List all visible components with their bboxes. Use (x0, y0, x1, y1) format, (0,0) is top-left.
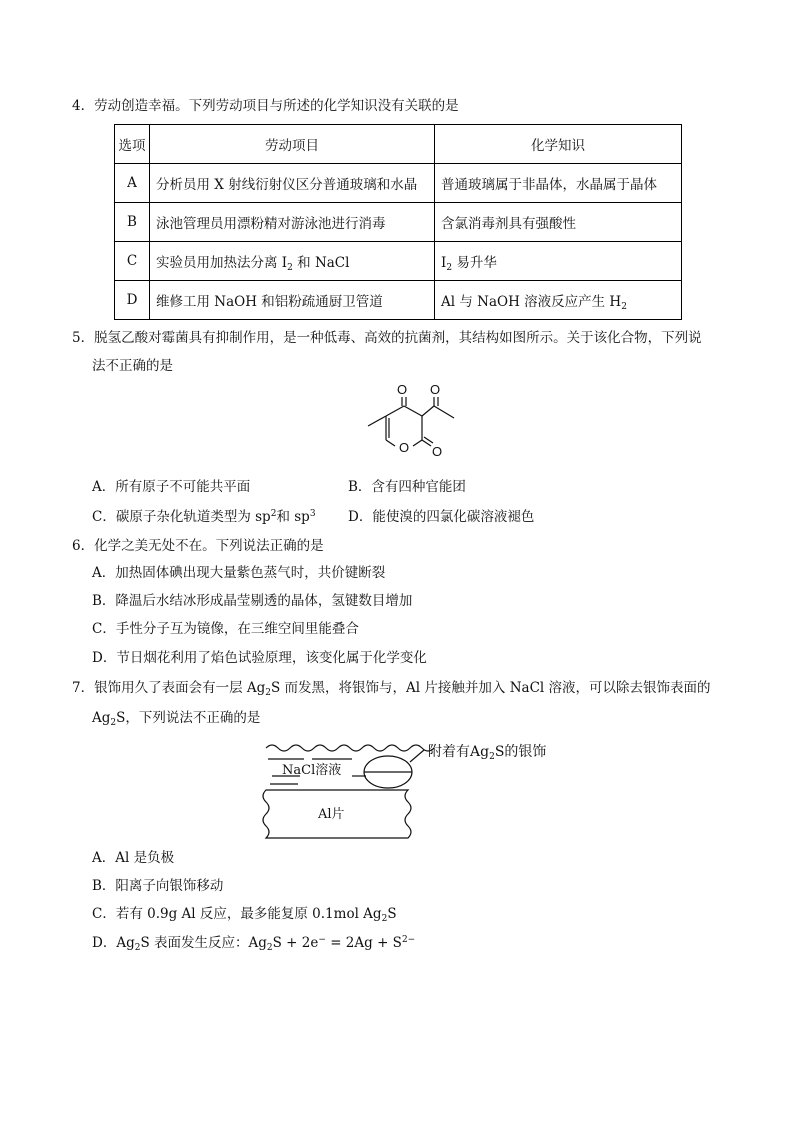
row-knowledge: 含氯消毒剂具有强酸性 (435, 203, 682, 242)
q7-option-c: C．若有 0.9g Al 反应，最多能复原 0.1mol $Ag_2S$ (92, 906, 397, 924)
q5-option-a: A．所有原子不可能共平面 (92, 479, 251, 495)
row-knowledge: Al 与 NaOH 溶液反应产生 $H_2$ (435, 281, 682, 320)
table-header-row (115, 125, 682, 164)
nacl-solution-label: NaCl溶液 (282, 763, 342, 778)
q6-option-a: A．加热固体碘出现大量紫色蒸气时，共价键断裂 (92, 565, 386, 581)
q6-option-b: B．降温后水结冰形成晶莹剔透的晶体，氢键数目增加 (92, 593, 413, 609)
row-option: D (115, 281, 150, 320)
row-work: 实验员用加热法分离 $I_2$ 和 NaCl (150, 242, 435, 281)
table-row (115, 242, 682, 281)
q5-option-c: C．碳原子杂化轨道类型为 $sp^2$和 $sp^3$ (92, 509, 316, 525)
q7-option-b: B．阳离子向银饰移动 (92, 878, 224, 894)
row-work: 泳池管理员用漂粉精对游泳池进行消毒 (150, 203, 435, 242)
q4-stem: 4．劳动创造幸福。下列劳动项目与所述的化学知识没有关联的是 (72, 98, 459, 114)
table-row (115, 164, 682, 203)
solution-surface (266, 745, 434, 751)
q4-table (114, 124, 682, 320)
ornament-label: 附着有$Ag_2S$的银饰 (428, 744, 547, 762)
row-option: C (115, 242, 150, 281)
table-row (115, 281, 682, 320)
q6-option-c: C．手性分子互为镜像，在三维空间里能叠合 (92, 621, 359, 637)
atom-o-ring: O (399, 440, 410, 455)
q5-stem-line1: 5．脱氢乙酸对霉菌具有抑制作用，是一种低毒、高效的抗菌剂，其结构如图所示。关于该化合物，下列说 (72, 330, 702, 346)
q7-stem-line2: $Ag_2S$，下列说法不正确的是 (92, 710, 261, 728)
silver-cleaning-diagram (260, 734, 560, 840)
row-work: 维修工用 NaOH 和铝粉疏通厨卫管道 (150, 281, 435, 320)
row-option: B (115, 203, 150, 242)
q6-stem: 6．化学之美无处不在。下列说法正确的是 (72, 538, 324, 554)
header-knowledge: 化学知识 (435, 125, 682, 164)
header-work: 劳动项目 (150, 125, 435, 164)
row-knowledge: $I_2$ 易升华 (435, 242, 682, 281)
header-option: 选项 (115, 125, 150, 164)
q6-option-d: D．节日烟花利用了焰色试验原理，该变化属于化学变化 (92, 650, 427, 666)
row-knowledge: 普通玻璃属于非晶体，水晶属于晶体 (435, 164, 682, 203)
row-option: A (115, 164, 150, 203)
q7-option-a: A．Al 是负极 (92, 850, 175, 866)
q5-option-b: B．含有四种官能团 (348, 479, 466, 495)
atom-o-ketone: O (397, 382, 408, 397)
atom-o-lactone: O (432, 444, 443, 459)
table-row (115, 203, 682, 242)
row-work: 分析员用 X 射线衍射仪区分普通玻璃和水晶 (150, 164, 435, 203)
atom-o-acetyl: O (430, 382, 441, 397)
q7-stem-line1: 7．银饰用久了表面会有一层 $Ag_2S$ 而发黑，将银饰与，Al 片接触并加入 NaCl 溶液，可以除去银饰表面的 (72, 680, 711, 698)
q7-option-d: D．$Ag_2S$ 表面发生反应：$Ag_2S + 2e^- = 2Ag + S^{2-}$ (92, 935, 416, 953)
al-plate-label: Al片 (318, 807, 345, 822)
q5-option-d: D．能使溴的四氯化碳溶液褪色 (348, 509, 535, 525)
dehydroacetic-acid-structure (330, 382, 470, 472)
q5-stem-line2: 法不正确的是 (92, 358, 173, 374)
